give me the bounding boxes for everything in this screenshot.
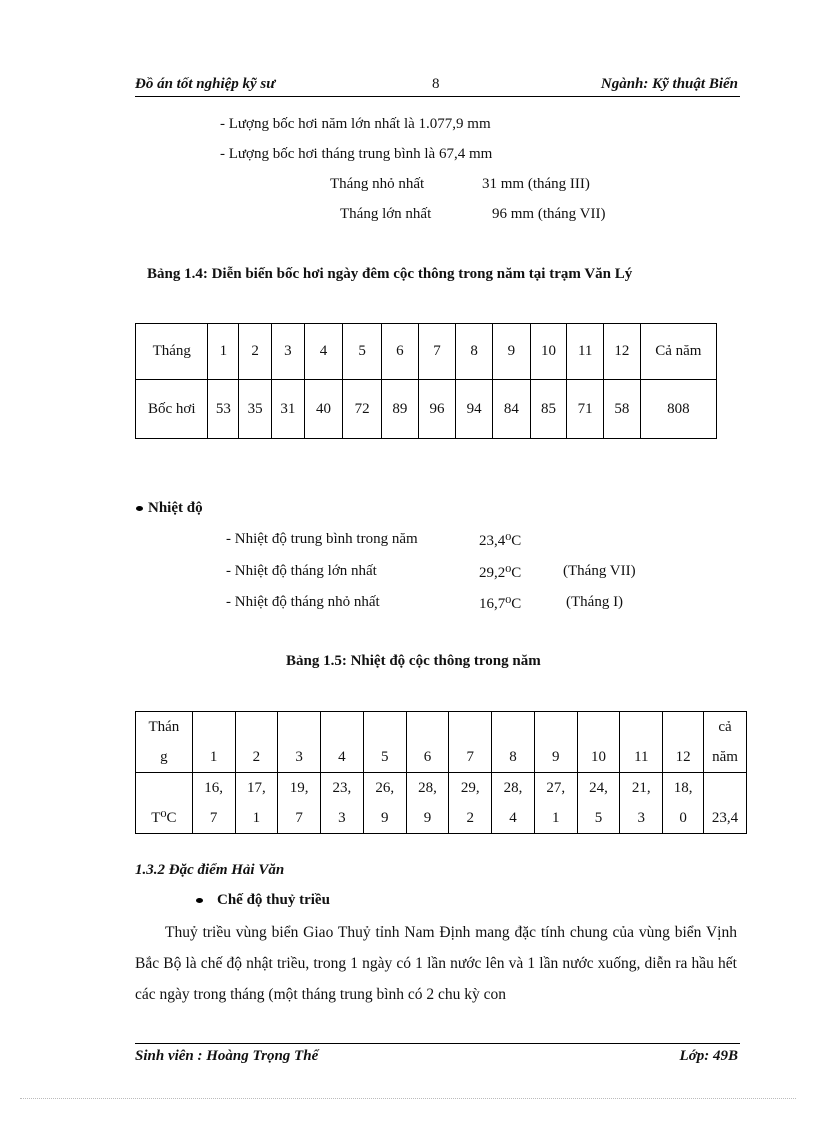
table14-header-cell: 10 [530,324,567,380]
table15-cell-line: 9 [423,810,432,826]
table15-header-cell-line [578,712,620,742]
section-heading: 1.3.2 Đặc điểm Hải Văn [135,862,285,878]
table14-header-cell: Cả năm [640,324,716,380]
bullet-icon [136,506,143,511]
table14-header-cell: 6 [382,324,419,380]
table14-cell: 71 [567,380,604,439]
table15-cell-line [704,773,746,803]
table15-header-cell-line: 11 [634,749,649,765]
table15-cell-line: T⁰C [151,810,177,826]
table15-cell-line: 26, [375,780,395,796]
table15-cell [321,773,364,834]
table15-cell-line: 3 [338,810,346,826]
table15-cell [278,773,321,834]
table14-header-cell: 4 [304,324,343,380]
table15-header-cell-line: 3 [295,749,303,765]
table14-cell: Bốc hơi [136,380,208,439]
temp-max-note: (Tháng VII) [563,563,636,579]
table15-cell-line: 17, [247,780,266,796]
table15-header-cell-line [663,712,703,742]
table15-header-cell [321,712,364,773]
table14-header-cell: 9 [493,324,531,380]
table15-cell [703,773,746,834]
evap-avg-month: - Lượng bốc hơi tháng trung bình là 67,4 mm [220,146,493,162]
table15-header-row [136,712,747,773]
page-edge-divider [20,1098,796,1099]
evap-min-label: Tháng nhỏ nhất [330,176,425,192]
table15-cell [577,773,620,834]
page-number: 8 [432,76,440,92]
table15-header-cell [449,712,492,773]
table15-header-cell-line [449,712,491,742]
footer-student: Sinh viên : Hoàng Trọng Thể [135,1048,319,1064]
table15-cell-line: 27, [546,780,566,796]
table14 [135,323,717,439]
table15-header-cell-line [364,712,406,742]
table15-cell-line [136,773,192,803]
table15-cell [363,773,406,834]
table14-header-cell: 8 [456,324,493,380]
table15-header-cell-line [236,712,278,742]
table15-header-cell-line: năm [712,749,738,765]
table15-header-cell-line: cả [718,719,732,735]
table15-cell [235,773,278,834]
table15-header-cell-line [620,712,662,742]
table15-cell-line: 7 [295,810,303,826]
table15-header-cell-line: 12 [675,749,691,765]
table15-cell-line: 4 [509,810,517,826]
temp-max-label: - Nhiệt độ tháng lớn nhất [226,563,377,579]
evap-min-value: 31 mm (tháng III) [482,176,590,192]
table14-header-cell: Tháng [136,324,208,380]
table14-header-cell: 12 [604,324,641,380]
table15-header-cell [534,712,577,773]
table15-cell-line: 28, [418,780,437,796]
table15-cell-line: 3 [637,810,646,826]
table15-cell-line: 7 [209,810,218,826]
table14-cell: 72 [343,380,382,439]
tide-heading [196,892,330,909]
table15-cell-line: 18, [673,780,693,796]
table15-cell [406,773,449,834]
table14-header-cell: 7 [418,324,456,380]
table15-cell-line: 24, [589,780,608,796]
table15-caption: Bảng 1.5: Nhiệt độ cộc thông trong năm [286,653,541,669]
table15-header-cell-line: 6 [423,749,432,765]
table14-cell: 35 [239,380,272,439]
table14-header-row [136,324,717,380]
table15-header-cell-line [278,712,320,742]
bullet-icon [196,898,203,903]
table15-cell-line: 19, [289,780,309,796]
table15-cell-line: 0 [679,810,687,826]
table15-header-cell [492,712,535,773]
table15-cell-line: 9 [380,810,389,826]
table15 [135,711,747,834]
header-title: Đồ án tốt nghiệp kỹ sư [135,76,276,92]
table15-cell-line: 5 [594,810,603,826]
table15-cell [663,773,704,834]
footer-rule [135,1043,740,1044]
temperature-heading [136,500,203,517]
table15-cell [620,773,663,834]
temp-avg-label: - Nhiệt độ trung bình trong năm [226,531,418,547]
table15-cell [192,773,235,834]
table14-data-row [136,380,717,439]
table14-cell: 31 [271,380,304,439]
table15-data-row [136,773,747,834]
table15-header-cell-line: g [160,749,168,765]
table15-header-cell-line: 10 [591,749,607,765]
table14-cell: 85 [530,380,567,439]
temperature-heading-text: Nhiệt độ [148,500,203,516]
table15-cell [136,773,193,834]
table15-header-cell-line: 4 [338,749,346,765]
table14-header-cell: 11 [567,324,604,380]
table14-header-cell: 2 [239,324,272,380]
table15-cell-line: 2 [466,810,474,826]
table14-cell: 84 [493,380,531,439]
temp-min-value: 16,7⁰C [479,596,522,612]
table15-header-cell-line: Thán [148,719,180,735]
table15-cell [534,773,577,834]
table15-header-cell-line: 5 [380,749,389,765]
table15-cell-line: 1 [552,810,560,826]
table14-cell: 808 [640,380,716,439]
table14-cell: 89 [382,380,419,439]
table15-header-cell-line: 1 [209,749,218,765]
temp-min-label: - Nhiệt độ tháng nhỏ nhất [226,594,380,610]
table15-header-cell-line [407,712,449,742]
table15-cell [492,773,535,834]
table15-cell-line: 21, [631,780,651,796]
table15-header-cell-line: 9 [552,749,560,765]
footer-class: Lớp: 49B [679,1048,738,1064]
table14-header-cell: 5 [343,324,382,380]
table15-header-cell [192,712,235,773]
table15-cell-line: 28, [503,780,523,796]
header-rule [135,96,740,97]
table14-caption: Bảng 1.4: Diễn biến bốc hơi ngày đêm cộc thông trong năm tại trạm Văn Lý [147,266,633,282]
table15-header-cell [406,712,449,773]
table15-header-cell [577,712,620,773]
temp-min-note: (Tháng I) [566,594,624,610]
table14-cell: 53 [208,380,239,439]
table15-header-cell-line [193,712,235,742]
table14-cell: 94 [456,380,493,439]
table14-cell: 96 [418,380,456,439]
table15-header-cell [703,712,746,773]
table15-header-cell [363,712,406,773]
table15-header-cell-line [321,712,363,742]
table15-header-cell-line: 8 [509,749,517,765]
evap-max-label: Tháng lớn nhất [340,206,432,222]
table15-header-cell [136,712,193,773]
table15-cell-line: 1 [252,810,261,826]
table15-header-cell-line: 2 [252,749,261,765]
temp-avg-value: 23,4⁰C [479,533,522,549]
table14-cell: 58 [604,380,641,439]
table15-header-cell [620,712,663,773]
table15-header-cell [235,712,278,773]
table15-header-cell [663,712,704,773]
table15-header-cell-line: 7 [466,749,474,765]
table15-header-cell [278,712,321,773]
temp-max-value: 29,2⁰C [479,565,522,581]
table15-header-cell-line [492,712,534,742]
header-department: Ngành: Kỹ thuật Biển [600,76,738,92]
evap-max-year: - Lượng bốc hơi năm lớn nhất là 1.077,9 mm [220,116,491,132]
evap-max-value: 96 mm (tháng VII) [492,206,606,222]
table14-cell: 40 [304,380,343,439]
table15-cell-line: 16, [204,780,223,796]
tide-paragraph: Thuỷ triều vùng biển Giao Thuỷ tỉnh Nam Định mang đặc tính chung của vùng biển Vịnh Bắc Bộ là chế độ nhật triều, trong 1 ngày có 1 lần nước lên và 1 lần nước xuống, diễn ra hầu hết các ngày trong tháng (một tháng trung bình có 2 chu kỳ con [135,924,737,1003]
table15-cell-line: 29, [460,780,480,796]
table14-header-cell: 1 [208,324,239,380]
tide-heading-text: Chế độ thuỷ triều [217,892,330,908]
table15-header-cell-line [535,712,577,742]
table14-header-cell: 3 [271,324,304,380]
table15-cell-line: 23,4 [711,810,739,826]
table15-cell [449,773,492,834]
table15-cell-line: 23, [332,780,352,796]
